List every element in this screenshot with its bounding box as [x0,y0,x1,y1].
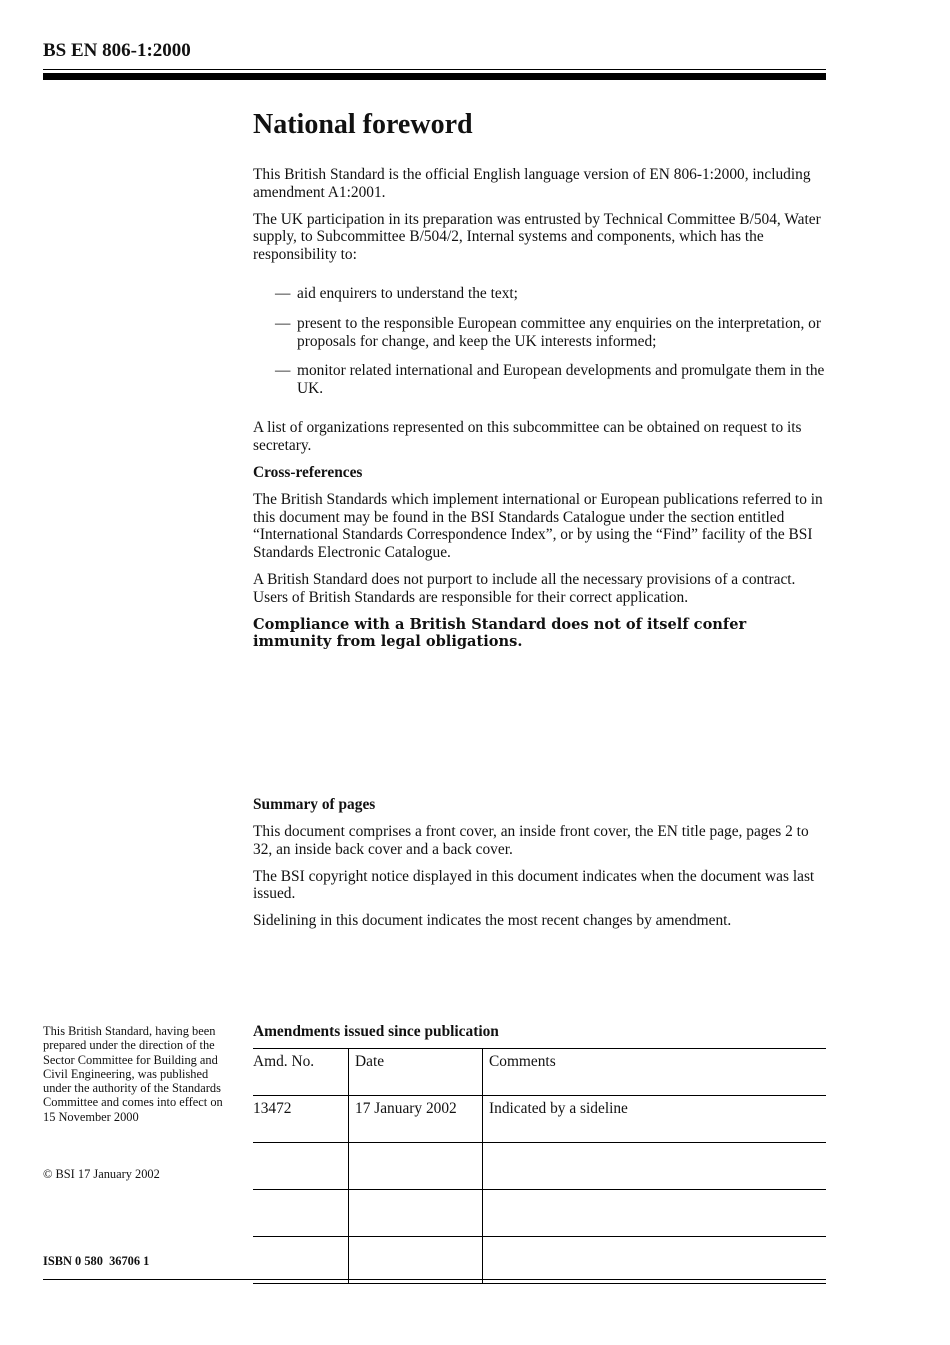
compliance-notice: Compliance with a British Standard does not of itself confer immunity from legal obligations. [253,615,747,651]
header-comments: Comments [483,1049,827,1096]
footer-rule [43,1279,826,1280]
table-header-row [253,1049,826,1096]
publication-note: This British Standard, having been prepared under the direction of the Sector Committee for Building and Civil Engineering, was published under the authority of the Standards Committee and comes into effect on 15 November 2000 [43,1024,223,1124]
table-row [253,1143,826,1190]
provisions-paragraph: A British Standard does not purport to include all the necessary provisions of a contract. Users of British Standards are responsible for their correct application. [253,571,796,606]
foreword-body [253,108,828,660]
cell-comments [483,1237,827,1284]
document-id: BS EN 806-1:2000 [43,40,191,61]
header-amd-no: Amd. No. [253,1049,349,1096]
cell-amd-no: 13472 [253,1096,349,1143]
table-row [253,1190,826,1237]
responsibilities-list [253,285,828,397]
list-item: — aid enquirers to understand the text; [275,285,518,303]
cell-amd-no [253,1143,349,1190]
intro-paragraph: This British Standard is the official English language version of EN 806-1:2000, including amendment A1:2001. [253,166,811,201]
amendments-title: Amendments issued since publication [253,1023,499,1040]
dash-marker: — [275,362,291,380]
cell-date: 17 January 2002 [349,1096,483,1143]
header-date: Date [349,1049,483,1096]
header-rule-thin [43,69,826,70]
participation-paragraph: The UK participation in its preparation was entrusted by Technical Committee B/504, Water supply, to Subcommittee B/504/2, Internal systems and components, which has the responsibility to: [253,210,821,263]
cell-date [349,1143,483,1190]
isbn-line: ISBN 0 580 36706 1 [43,1254,150,1268]
cell-comments [483,1143,827,1190]
table-row [253,1237,826,1284]
organizations-paragraph: A list of organizations represented on this subcommittee can be obtained on request to its secretary. [253,419,802,455]
header-rule-thick [43,73,826,80]
cell-amd-no [253,1237,349,1284]
cross-references-heading: Cross-references [253,464,363,482]
list-item: — monitor related international and European developments and promulgate them in the UK. [275,362,825,397]
cell-comments: Indicated by a sideline [483,1096,827,1143]
summary-pages: This document comprises a front cover, an inside front cover, the EN title page, pages 2 to 32, an inside back cover and a back cover. [253,823,809,858]
summary-section [253,796,828,940]
summary-copyright-notice: The BSI copyright notice displayed in this document indicates when the document was last issued. [253,867,815,903]
dash-marker: — [275,285,291,303]
page-title: National foreword [253,109,473,140]
cell-comments [483,1190,827,1237]
cross-references-paragraph: The British Standards which implement international or European publications referred to in this document may be found in the BSI Standards Catalogue under the section entitled “International Standards Correspondence Index”, or by using the “Find” facility of the BSI Standards Electronic Catalogue. [253,491,823,561]
cell-date [349,1190,483,1237]
summary-sidelining: Sidelining in this document indicates the most recent changes by amendment. [253,912,732,930]
summary-heading: Summary of pages [253,796,376,813]
cell-date [349,1237,483,1284]
dash-marker: — [275,315,291,333]
list-item: — present to the responsible European committee any enquiries on the interpretation, or proposals for change, and keep the UK interests informed; [275,315,821,350]
amendments-table [253,1048,826,1284]
copyright-line: © BSI 17 January 2002 [43,1167,160,1181]
table-row [253,1096,826,1143]
cell-amd-no [253,1190,349,1237]
